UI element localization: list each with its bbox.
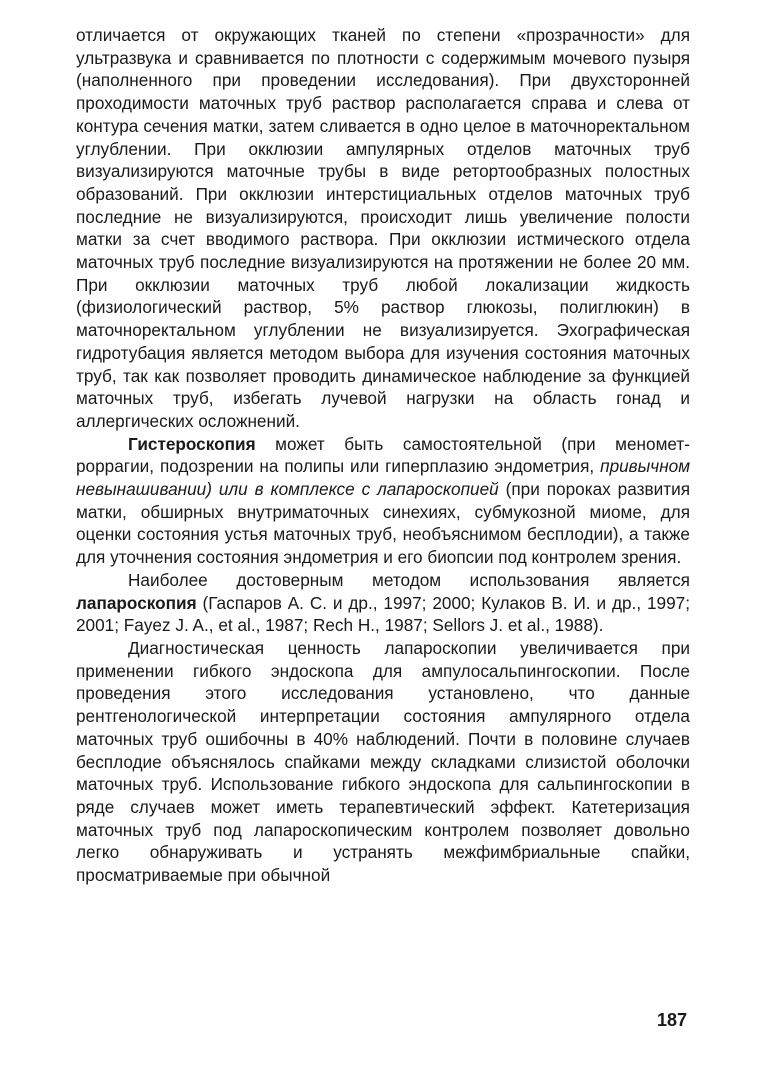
body-text bbox=[76, 24, 690, 887]
paragraph-hysteroscopy-text-1: может быть самостоятельной (при меномет-роррагии, подозрении на полипы или гиперплазию эндометрия, bbox=[76, 433, 690, 477]
page-number: 187 bbox=[656, 1010, 687, 1030]
term-hysteroscopy: Гистероскопия bbox=[128, 433, 256, 454]
term-laparoscopy: лапароскопия bbox=[76, 592, 197, 613]
paragraph-diagnostic-value: Диагностическая ценность лапароскопии увеличивается при применении гибкого эндоскопа для ампулосальпингоскопии. После проведения этого исследования установлено, что данные рентгенологической интерпретации состояния ампулярного отдела маточных труб ошибочны в 40% наблюдений. Почти в половине случаев бесплодие объяснялось спайками между складками слизистой оболочки маточных труб. Использование гибкого эндоскопа для сальпингоскопии в ряде случаев может иметь терапевтический эффект. Катетеризация маточных труб под лапароскопическим контролем позволяет довольно легко обнаруживать и устранять межфимбриальные спайки, просматриваемые при обычной bbox=[76, 637, 690, 886]
paragraph-hysteroscopy-italic: привычном невынашивании) или в комплексе с лапароскопией bbox=[76, 456, 690, 500]
paragraph-laparoscopy bbox=[76, 569, 690, 637]
paragraph-continued: отличается от окружающих тканей по степени «прозрачности» для ультразвука и сравнивается по плотности с содержимым мочевого пузыря (наполненного при проведении исследования). При двухсторонней проходимости маточных труб раствор располагается справа и слева от контура сечения матки, затем сливается в одно целое в маточноректальном углублении. При окклюзии ампулярных отделов маточных труб визуализируются маточные трубы в виде ретортообразных полостных образований. При окклюзии интерстициальных отделов маточных труб последние не визуализируются, происходит лишь увеличение полости матки за счет вводимого раствора. При окклюзии истмического отдела маточных труб последние визуализируются на протяжении не более 20 мм. При окклюзии маточных труб любой локализации жидкость (физиологический раствор, 5% раствор глюкозы, полиглюкин) в маточноректальном углублении не визуализируется. Эхографическая гидротубация является методом выбора для изучения состояния маточных труб, так как позволяет проводить динамическое наблюдение за функцией маточных труб, избегать лучевой нагрузки на область гонад и аллергических осложнений. bbox=[76, 25, 690, 431]
paragraph-hysteroscopy-text-2: (при пороках развития матки, обширных внутриматочных синехиях, субмукозной миоме, для оценки состояния устья маточных труб, необъяснимом бесплодии), а также для уточнения состояния эндометрия и его биопсии под контролем зрения. bbox=[76, 479, 690, 568]
paragraph-laparoscopy-text-1: Наиболее достоверным методом использования является bbox=[128, 569, 690, 590]
paragraph-hysteroscopy bbox=[76, 433, 690, 569]
paragraph-laparoscopy-text-2: (Гаспаров А. С. и др., 1997; 2000; Кулаков В. И. и др., 1997; 2001; Fayez J. A., et al., 1987; Rech H., 1987; Sellors J. et al., 1988). bbox=[76, 592, 690, 636]
